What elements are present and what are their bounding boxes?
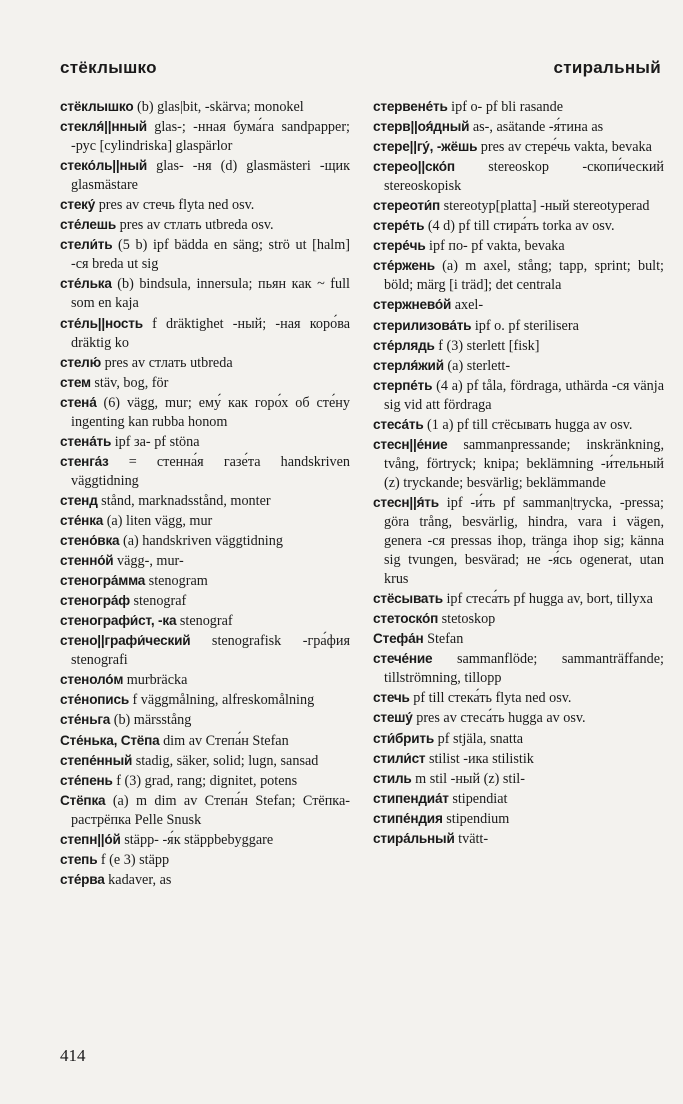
entry-headword: стесн||я́ть — [373, 494, 439, 510]
entry-headword: стерилизова́ть — [373, 317, 472, 333]
dictionary-entry — [373, 376, 664, 415]
entry-headword: стели́ть — [60, 237, 113, 253]
dictionary-entry — [60, 670, 350, 690]
entry-headword: стено||графи́ческий — [60, 633, 191, 649]
dictionary-entry — [60, 274, 350, 313]
entry-headword: Сте́нька, Стёпа — [60, 732, 160, 748]
entry-definition: (a) sterlett- — [443, 357, 511, 374]
entry-headword: стёсывать — [373, 591, 443, 607]
running-head-first-word: стёклышко — [60, 58, 157, 77]
dictionary-entry — [373, 749, 664, 769]
dictionary-entry — [60, 491, 350, 511]
dictionary-entry — [373, 336, 664, 356]
dictionary-entry — [373, 196, 664, 216]
entry-headword: стеногра́ф — [60, 593, 130, 609]
dictionary-entry — [60, 791, 350, 830]
dictionary-entry — [60, 710, 350, 730]
entry-headword: сте́рлядь — [373, 337, 435, 353]
entry-headword: степь — [60, 851, 98, 867]
entry-definition: stenogram — [145, 573, 208, 590]
dictionary-entry — [60, 690, 350, 710]
entry-definition: stäv, bog, för — [90, 374, 169, 391]
entry-headword: стереоти́п — [373, 198, 441, 214]
dictionary-entry — [60, 353, 350, 373]
entry-definition: kadaver, as — [104, 871, 172, 888]
entry-headword: стече́ние — [373, 651, 433, 667]
dictionary-entry — [60, 771, 350, 791]
dictionary-entry — [373, 729, 664, 749]
entry-definition: stereoskop -скопи́ческий stereoskopisk — [384, 159, 664, 195]
dictionary-entry — [60, 870, 350, 890]
dictionary-entry — [373, 829, 664, 849]
entry-definition: ipf o. pf sterilisera — [471, 317, 579, 334]
entry-headword: стерео||ско́п — [373, 159, 455, 175]
entry-headword: стерля́жий — [373, 357, 444, 373]
entry-definition: as-, asätande -я́тина as — [469, 119, 604, 136]
dictionary-entry — [60, 97, 350, 117]
entry-definition: sammanflöde; sammanträffande; tillströmning, tillopp — [384, 651, 664, 687]
entry-headword: сте́ньга — [60, 712, 111, 728]
entry-definition: (6) vägg, mur; ему́ как горо́х об сте́ну ingenting kan rubba honom — [71, 394, 350, 430]
entry-headword: сте́лька — [60, 276, 112, 292]
entry-definition: (a) m axel, stång; tapp, sprint; bult; böld; märg [i träd]; det centrala — [384, 258, 664, 294]
entry-definition: stilist -ика stilistik — [425, 750, 534, 767]
dictionary-entry — [373, 809, 664, 829]
dictionary-entry — [60, 850, 350, 870]
dictionary-entry — [373, 256, 664, 295]
entry-definition: (b) bindsula, innersula; пьян как ~ full som en kaja — [71, 276, 350, 312]
entry-definition: (a) liten vägg, mur — [103, 512, 213, 529]
entry-definition: (4 a) pf tåla, fördraga, uthärda -ся vänja sig vid att fördraga — [384, 377, 664, 413]
entry-definition: dim av Степа́н Stefan — [159, 732, 289, 749]
entry-definition: m stil -ный (z) stil- — [411, 770, 525, 787]
entry-headword: стена́ть — [60, 433, 112, 449]
entry-definition: stäpp- -я́к stäppbebyggare — [120, 831, 274, 848]
dictionary-entry — [60, 452, 350, 491]
entry-headword: стена́ — [60, 394, 97, 410]
entry-definition: f (3) grad, rang; dignitet, potens — [112, 772, 298, 789]
entry-definition: (5 b) ipf bädda en säng; strö ut [halm] -ся breda ut sig — [71, 237, 350, 273]
entry-headword: стере||гу́, -жёшь — [373, 139, 478, 155]
page-number: 414 — [60, 1046, 86, 1065]
dictionary-entry — [373, 216, 664, 236]
entry-headword: стипе́ндия — [373, 810, 443, 826]
entry-definition: ipf -и́ть pf samman|trycka, -pressa; göra trång, besvärlig, hindra, vara i vägen, genera -ся pressas ihop, tränga ihop sig; känna sig tvungen, besvärad; не -я́сь ogenerat, utan krus — [384, 494, 664, 588]
entry-definition: stereotyp[platta] -ный stereotyperad — [440, 198, 650, 215]
entry-definition: murbräcka — [123, 672, 188, 689]
entry-headword: стекля́||нный — [60, 119, 147, 135]
entry-definition: (a) handskriven väggtidning — [119, 533, 283, 550]
entry-headword: сте́рва — [60, 871, 105, 887]
entry-headword: стено́вка — [60, 533, 120, 549]
entry-headword: стеноло́м — [60, 672, 124, 688]
entry-definition: stipendium — [442, 810, 510, 827]
entry-headword: степе́нный — [60, 752, 133, 768]
dictionary-entry — [373, 236, 664, 256]
dictionary-entry — [60, 373, 350, 393]
left-column — [60, 97, 350, 890]
dictionary-entry — [373, 769, 664, 789]
entry-headword: Стёпка — [60, 792, 106, 808]
entry-headword: сте́пень — [60, 772, 113, 788]
entry-headword: стенно́й — [60, 553, 114, 569]
running-head-last-word: стиральный — [553, 58, 661, 77]
entry-headword: стешу́ — [373, 710, 413, 726]
entry-definition: Stefan — [423, 631, 464, 648]
entry-definition: f (3) sterlett [fisk] — [434, 337, 540, 354]
dictionary-entry — [60, 432, 350, 452]
entry-definition: (4 d) pf till стира́ть torka av osv. — [424, 218, 615, 235]
entry-definition: stenograf — [129, 593, 187, 610]
entry-headword: Стефа́н — [373, 631, 424, 647]
entry-headword: стеса́ть — [373, 416, 424, 432]
entry-headword: сте́ржень — [373, 258, 435, 274]
entry-headword: стервене́ть — [373, 99, 448, 114]
dictionary-entry — [373, 415, 664, 435]
entry-definition: sammanpressande; inskränkning, tvång, förtryck; knipa; beklämning -и́тельный (z) tryckande; besvärlig; beklämmande — [384, 436, 664, 491]
entry-definition: pres av стере́чь vakta, bevaka — [477, 139, 652, 156]
entry-headword: стерв||оя́дный — [373, 119, 470, 135]
entry-headword: стелю́ — [60, 354, 102, 370]
entry-headword: стере́чь — [373, 238, 426, 254]
entry-definition: ipf за- pf stöna — [111, 433, 200, 450]
entry-definition: stenografisk -гра́фия stenografi — [71, 633, 350, 669]
dictionary-entry — [373, 649, 664, 688]
entry-headword: стетоско́п — [373, 611, 439, 627]
entry-definition: f (e 3) stäpp — [97, 851, 170, 868]
entry-definition: stenograf — [176, 613, 233, 630]
entry-headword: стира́льный — [373, 830, 455, 846]
entry-headword: стем — [60, 374, 91, 390]
entry-definition: (b) märsstång — [110, 712, 192, 729]
entry-headword: стенд — [60, 492, 98, 508]
dictionary-entry — [373, 435, 664, 493]
dictionary-entry — [60, 611, 350, 631]
entry-definition: pf stjäla, snatta — [434, 730, 524, 747]
entry-definition: pres av стлать utbreda — [101, 354, 233, 371]
entry-definition: stadig, säker, solid; lugn, sansad — [132, 752, 319, 769]
entry-definition: pres av стеса́ть hugga av osv. — [412, 710, 586, 727]
dictionary-entry — [373, 137, 664, 157]
entry-definition: ipf о- pf bli rasande — [447, 99, 564, 115]
dictionary-entry — [60, 731, 350, 751]
entry-definition: (a) m dim av Степа́н Stefan; Стёпка-растрёпка Pelle Snusk — [71, 792, 350, 828]
dictionary-entry — [373, 97, 664, 117]
entry-headword: сте́ль||ность — [60, 315, 143, 331]
entry-headword: стесн||е́ние — [373, 436, 448, 452]
dictionary-entry — [373, 589, 664, 609]
entry-definition: axel- — [451, 297, 484, 314]
entry-headword: стеко́ль||ный — [60, 158, 148, 174]
dictionary-entry — [373, 708, 664, 728]
entry-definition: f väggmålning, alfreskomålning — [128, 692, 315, 709]
entry-headword: стержнево́й — [373, 297, 452, 313]
running-head — [60, 58, 661, 84]
entry-headword: сте́нопись — [60, 692, 129, 708]
entry-definition: tvätt- — [454, 830, 489, 847]
entry-headword: стечь — [373, 690, 410, 706]
right-column — [373, 97, 664, 849]
entry-definition: glas- -ня (d) glasmästeri -щик glasmästare — [71, 158, 350, 194]
entry-headword: стеку́ — [60, 197, 96, 213]
dictionary-entry — [373, 629, 664, 649]
entry-headword: степн||о́й — [60, 831, 121, 847]
dictionary-entry — [373, 688, 664, 708]
entry-definition: stipendiat — [448, 790, 508, 807]
entry-definition: = стенна́я газе́та handskriven väggtidning — [71, 453, 350, 489]
dictionary-entry — [60, 531, 350, 551]
entry-definition: pres av стлать utbreda osv. — [116, 217, 274, 234]
dictionary-entry — [373, 157, 664, 196]
dictionary-entry — [60, 631, 350, 670]
dictionary-entry — [60, 235, 350, 274]
entry-definition: vägg-, mur- — [113, 553, 184, 570]
entry-definition: ipf по- pf vakta, bevaka — [425, 238, 565, 255]
entry-definition: pres av стечь flyta ned osv. — [95, 197, 255, 214]
entry-definition: stetoskop — [438, 611, 496, 628]
entry-headword: стипендиа́т — [373, 790, 449, 806]
dictionary-entry — [373, 789, 664, 809]
entry-headword: стенга́з — [60, 453, 109, 469]
dictionary-entry — [60, 314, 350, 353]
dictionary-entry — [373, 295, 664, 315]
dictionary-entry — [60, 830, 350, 850]
dictionary-entry — [373, 609, 664, 629]
dictionary-entry — [60, 551, 350, 571]
dictionary-entry — [60, 156, 350, 195]
dictionary-entry — [60, 117, 350, 156]
entry-headword: сте́лешь — [60, 217, 117, 233]
entry-headword: сти́брить — [373, 730, 435, 746]
dictionary-entry — [373, 117, 664, 137]
dictionary-entry — [60, 511, 350, 531]
dictionary-entry — [60, 751, 350, 771]
dictionary-entry — [373, 316, 664, 336]
entry-headword: стёклышко — [60, 99, 134, 114]
entry-definition: pf till стека́ть flyta ned osv. — [409, 690, 572, 707]
entry-definition: stånd, marknadsstånd, monter — [97, 492, 271, 509]
dictionary-entry — [373, 493, 664, 589]
entry-headword: стеногра́мма — [60, 573, 146, 589]
entry-headword: стерпе́ть — [373, 377, 433, 393]
entry-headword: стиль — [373, 770, 412, 786]
dictionary-entry — [60, 591, 350, 611]
dictionary-entry — [60, 393, 350, 432]
entry-headword: сте́нка — [60, 512, 104, 528]
entry-definition: f dräktighet -ный; -ная коро́ва dräktig ko — [71, 315, 350, 351]
entry-headword: стенографи́ст, -ка — [60, 613, 177, 629]
entry-definition: (1 a) pf till стёсывать hugga av osv. — [423, 416, 633, 433]
dictionary-entry — [60, 195, 350, 215]
entry-headword: стили́ст — [373, 750, 426, 766]
dictionary-entry — [60, 215, 350, 235]
dictionary-entry — [60, 571, 350, 591]
dictionary-entry — [373, 356, 664, 376]
entry-headword: стере́ть — [373, 218, 425, 234]
entry-definition: glas-; -нная бума́га sandpapper; -рус [cylindriska] glaspärlor — [71, 119, 350, 155]
entry-definition: ipf стеса́ть pf hugga av, bort, tillyxa — [442, 591, 653, 608]
entry-definition: (b) glas|bit, -skärva; monokel — [133, 99, 304, 115]
